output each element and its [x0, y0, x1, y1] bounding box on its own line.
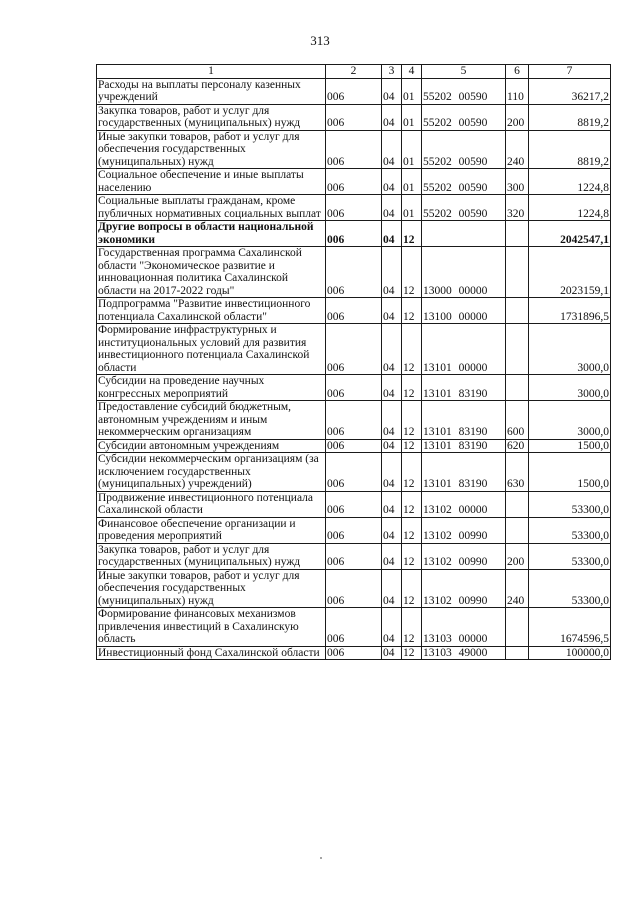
row-name-cell: Продвижение инвестиционного потенциала Сахалинской области — [97, 491, 326, 517]
ministry-code-cell: 006 — [326, 324, 382, 375]
amount-cell: 100000,0 — [529, 646, 611, 660]
row-name-cell: Социальное обеспечение и иные выплаты населению — [97, 169, 326, 195]
subsection-code-cell: 12 — [402, 324, 422, 375]
section-code-cell: 04 — [382, 453, 402, 492]
section-code-cell: 04 — [382, 401, 402, 440]
expense-type-cell — [506, 646, 529, 660]
target-article-cell: 13103 00000 — [422, 608, 506, 647]
amount-cell: 1224,8 — [529, 169, 611, 195]
subsection-code-cell: 01 — [402, 195, 422, 221]
ministry-code-cell: 006 — [326, 221, 382, 247]
expense-type-cell — [506, 247, 529, 298]
ministry-code-cell: 006 — [326, 453, 382, 492]
row-name-cell: Государственная программа Сахалинской области "Экономическое развитие и инновационная политика Сахалинской области на 2017-2022 годы" — [97, 247, 326, 298]
amount-cell: 53300,0 — [529, 517, 611, 543]
ministry-code-cell: 006 — [326, 247, 382, 298]
column-header: 4 — [402, 65, 422, 79]
row-name-cell: Иные закупки товаров, работ и услуг для обеспечения государственных (муниципальных) нужд — [97, 130, 326, 169]
target-article-cell: 55202 00590 — [422, 78, 506, 104]
ministry-code-cell: 006 — [326, 78, 382, 104]
section-code-cell: 04 — [382, 324, 402, 375]
subsection-code-cell: 12 — [402, 608, 422, 647]
expense-type-cell: 110 — [506, 78, 529, 104]
ministry-code-cell: 006 — [326, 130, 382, 169]
section-code-cell: 04 — [382, 646, 402, 660]
table-row — [97, 104, 611, 130]
ministry-code-cell: 006 — [326, 375, 382, 401]
amount-cell: 1674596,5 — [529, 608, 611, 647]
expense-type-cell: 240 — [506, 130, 529, 169]
subsection-code-cell: 12 — [402, 491, 422, 517]
row-name-cell: Формирование финансовых механизмов привлечения инвестиций в Сахалинскую область — [97, 608, 326, 647]
target-article-cell: 13101 00000 — [422, 324, 506, 375]
table-row — [97, 298, 611, 324]
target-article-cell: 13000 00000 — [422, 247, 506, 298]
subsection-code-cell: 12 — [402, 247, 422, 298]
target-article-cell: 13102 00000 — [422, 491, 506, 517]
table-row — [97, 78, 611, 104]
ministry-code-cell: 006 — [326, 169, 382, 195]
section-code-cell: 04 — [382, 104, 402, 130]
subsection-code-cell: 12 — [402, 375, 422, 401]
section-code-cell: 04 — [382, 298, 402, 324]
subsection-code-cell: 12 — [402, 453, 422, 492]
section-code-cell: 04 — [382, 608, 402, 647]
amount-cell: 1731896,5 — [529, 298, 611, 324]
subsection-code-cell: 12 — [402, 401, 422, 440]
row-name-cell: Субсидии на проведение научных конгрессных мероприятий — [97, 375, 326, 401]
ministry-code-cell: 006 — [326, 646, 382, 660]
subsection-code-cell: 12 — [402, 543, 422, 569]
section-code-cell: 04 — [382, 169, 402, 195]
row-name-cell: Финансовое обеспечение организации и проведения мероприятий — [97, 517, 326, 543]
table-header-row — [97, 65, 611, 79]
amount-cell: 1224,8 — [529, 195, 611, 221]
column-header: 3 — [382, 65, 402, 79]
amount-cell: 8819,2 — [529, 130, 611, 169]
ministry-code-cell: 006 — [326, 104, 382, 130]
table-row — [97, 608, 611, 647]
row-name-cell: Другие вопросы в области национальной экономики — [97, 221, 326, 247]
column-header: 1 — [97, 65, 326, 79]
row-name-cell: Социальные выплаты гражданам, кроме публичных нормативных социальных выплат — [97, 195, 326, 221]
ministry-code-cell: 006 — [326, 608, 382, 647]
target-article-cell: 13102 00990 — [422, 543, 506, 569]
subsection-code-cell: 12 — [402, 569, 422, 608]
amount-cell: 53300,0 — [529, 543, 611, 569]
target-article-cell: 13101 83190 — [422, 453, 506, 492]
subsection-code-cell: 01 — [402, 130, 422, 169]
table-row — [97, 375, 611, 401]
row-name-cell: Иные закупки товаров, работ и услуг для обеспечения государственных (муниципальных) нужд — [97, 569, 326, 608]
subsection-code-cell: 01 — [402, 78, 422, 104]
target-article-cell: 13101 83190 — [422, 439, 506, 453]
scan-speck — [320, 857, 322, 859]
section-code-cell: 04 — [382, 221, 402, 247]
amount-cell: 3000,0 — [529, 375, 611, 401]
row-name-cell: Подпрограмма "Развитие инвестиционного потенциала Сахалинской области" — [97, 298, 326, 324]
section-code-cell: 04 — [382, 130, 402, 169]
expense-type-cell: 200 — [506, 543, 529, 569]
amount-cell: 1500,0 — [529, 439, 611, 453]
table-row — [97, 517, 611, 543]
section-code-cell: 04 — [382, 247, 402, 298]
row-name-cell: Расходы на выплаты персоналу казенных учреждений — [97, 78, 326, 104]
amount-cell: 53300,0 — [529, 569, 611, 608]
target-article-cell: 13101 83190 — [422, 401, 506, 440]
amount-cell: 3000,0 — [529, 401, 611, 440]
target-article-cell: 55202 00590 — [422, 130, 506, 169]
section-code-cell: 04 — [382, 569, 402, 608]
subsection-code-cell: 01 — [402, 169, 422, 195]
section-code-cell: 04 — [382, 517, 402, 543]
table-row — [97, 195, 611, 221]
section-code-cell: 04 — [382, 375, 402, 401]
row-name-cell: Закупка товаров, работ и услуг для государственных (муниципальных) нужд — [97, 543, 326, 569]
page-number: 313 — [310, 33, 330, 48]
table-row — [97, 169, 611, 195]
expense-type-cell: 200 — [506, 104, 529, 130]
ministry-code-cell: 006 — [326, 543, 382, 569]
section-code-cell: 04 — [382, 78, 402, 104]
column-header: 7 — [529, 65, 611, 79]
amount-cell: 2023159,1 — [529, 247, 611, 298]
table-row — [97, 453, 611, 492]
section-code-cell: 04 — [382, 491, 402, 517]
section-code-cell: 04 — [382, 195, 402, 221]
table-row — [97, 569, 611, 608]
expense-type-cell — [506, 517, 529, 543]
expense-type-cell — [506, 324, 529, 375]
table-row — [97, 646, 611, 660]
column-header: 2 — [326, 65, 382, 79]
ministry-code-cell: 006 — [326, 195, 382, 221]
subsection-code-cell: 12 — [402, 298, 422, 324]
budget-table — [96, 64, 611, 660]
ministry-code-cell: 006 — [326, 298, 382, 324]
ministry-code-cell: 006 — [326, 517, 382, 543]
expense-type-cell: 320 — [506, 195, 529, 221]
expense-type-cell — [506, 491, 529, 517]
expense-type-cell: 630 — [506, 453, 529, 492]
section-code-cell: 04 — [382, 543, 402, 569]
expense-type-cell: 300 — [506, 169, 529, 195]
expense-type-cell: 620 — [506, 439, 529, 453]
target-article-cell: 55202 00590 — [422, 169, 506, 195]
expense-type-cell — [506, 298, 529, 324]
column-header: 5 — [422, 65, 506, 79]
row-name-cell: Субсидии автономным учреждениям — [97, 439, 326, 453]
subsection-code-cell: 12 — [402, 221, 422, 247]
target-article-cell: 13100 00000 — [422, 298, 506, 324]
table-row — [97, 491, 611, 517]
amount-cell: 8819,2 — [529, 104, 611, 130]
ministry-code-cell: 006 — [326, 439, 382, 453]
table-row — [97, 439, 611, 453]
target-article-cell: 13101 83190 — [422, 375, 506, 401]
ministry-code-cell: 006 — [326, 569, 382, 608]
table-row — [97, 543, 611, 569]
table-row — [97, 247, 611, 298]
expense-type-cell — [506, 608, 529, 647]
ministry-code-cell: 006 — [326, 491, 382, 517]
subsection-code-cell: 12 — [402, 517, 422, 543]
row-name-cell: Закупка товаров, работ и услуг для государственных (муниципальных) нужд — [97, 104, 326, 130]
expense-type-cell — [506, 375, 529, 401]
row-name-cell: Субсидии некоммерческим организациям (за исключением государственных (муниципальных) учреждений) — [97, 453, 326, 492]
target-article-cell: 13102 00990 — [422, 569, 506, 608]
row-name-cell: Предоставление субсидий бюджетным, автономным учреждениям и иным некоммерческим организациям — [97, 401, 326, 440]
target-article-cell: 13103 49000 — [422, 646, 506, 660]
subsection-code-cell: 12 — [402, 439, 422, 453]
table-row — [97, 324, 611, 375]
table-row — [97, 221, 611, 247]
row-name-cell: Формирование инфраструктурных и институциональных условий для развития инвестиционного потенциала Сахалинской области — [97, 324, 326, 375]
target-article-cell: 55202 00590 — [422, 195, 506, 221]
section-code-cell: 04 — [382, 439, 402, 453]
amount-cell: 53300,0 — [529, 491, 611, 517]
column-header: 6 — [506, 65, 529, 79]
subsection-code-cell: 01 — [402, 104, 422, 130]
target-article-cell — [422, 221, 506, 247]
expense-type-cell: 240 — [506, 569, 529, 608]
ministry-code-cell: 006 — [326, 401, 382, 440]
table-row — [97, 130, 611, 169]
amount-cell: 1500,0 — [529, 453, 611, 492]
expense-type-cell: 600 — [506, 401, 529, 440]
table-row — [97, 401, 611, 440]
target-article-cell: 55202 00590 — [422, 104, 506, 130]
target-article-cell: 13102 00990 — [422, 517, 506, 543]
subsection-code-cell: 12 — [402, 646, 422, 660]
row-name-cell: Инвестиционный фонд Сахалинской области — [97, 646, 326, 660]
amount-cell: 36217,2 — [529, 78, 611, 104]
expense-type-cell — [506, 221, 529, 247]
amount-cell: 2042547,1 — [529, 221, 611, 247]
amount-cell: 3000,0 — [529, 324, 611, 375]
